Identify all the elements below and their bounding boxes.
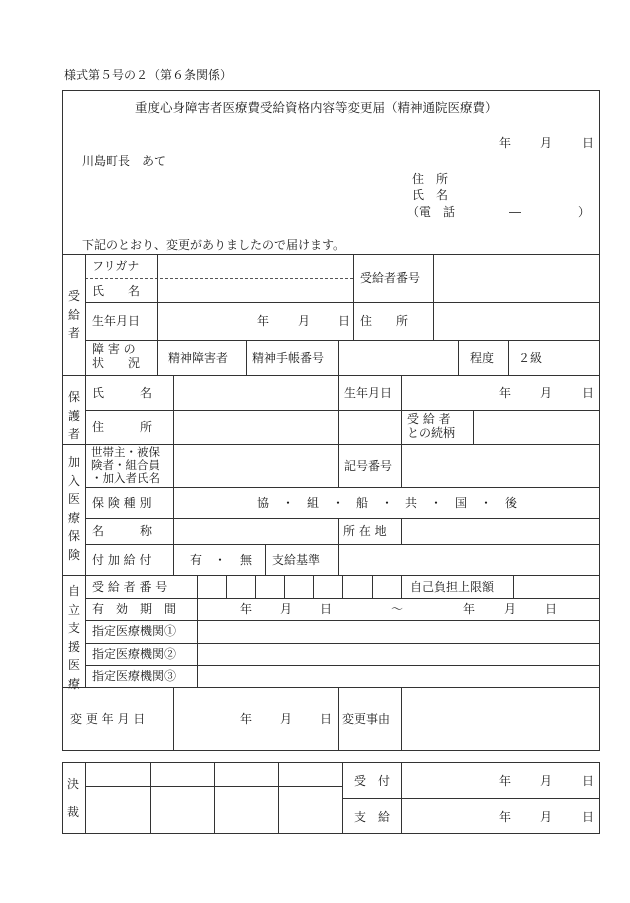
guardian-relation-field[interactable] <box>474 411 599 444</box>
guardian-birth-month: 月 <box>540 386 553 400</box>
guardian-relation-label: 受 給 者 との続柄 <box>407 412 456 440</box>
support-section-label: 自立支援医療 <box>67 584 80 691</box>
mental-disability-label: 精神障害者 <box>168 351 229 365</box>
guardian-address-label: 住 所 <box>92 420 153 434</box>
recipient-birth-year: 年 <box>257 314 270 328</box>
period-end-day: 日 <box>545 602 558 616</box>
institution-2-label: 指定医療機関② <box>92 647 177 661</box>
receipt-day: 日 <box>582 774 595 788</box>
insurance-type-sep: ・ <box>381 496 394 510</box>
payment-year: 年 <box>499 810 512 824</box>
period-end-year: 年 <box>463 602 476 616</box>
additional-benefit-label: 付 加 給 付 <box>92 553 152 567</box>
payment-month: 月 <box>540 810 553 824</box>
symbol-number-field[interactable] <box>402 445 599 487</box>
additional-benefit-yes[interactable]: 有 <box>190 553 203 567</box>
institution-3-field[interactable] <box>198 666 599 687</box>
insurance-holder-field[interactable] <box>174 445 338 487</box>
insurance-type-kumi[interactable]: 組 <box>307 496 320 510</box>
applicant-phone-label: （電 話 <box>407 205 456 219</box>
institution-1-field[interactable] <box>198 621 599 643</box>
insurance-type-kou[interactable]: 後 <box>505 496 518 510</box>
insurance-type-sep: ・ <box>430 496 443 510</box>
institution-3-label: 指定医療機関③ <box>92 669 177 683</box>
guardian-address-field[interactable] <box>174 411 401 444</box>
copay-limit-label: 自己負担上限額 <box>410 580 495 594</box>
recipient-name-label: 氏 名 <box>92 284 141 298</box>
insurance-type-sep: ・ <box>282 496 295 510</box>
approval-section-label: 決裁 <box>66 777 79 819</box>
insurance-type-label: 保 険 種 別 <box>92 496 152 510</box>
additional-benefit-sep: ・ <box>214 553 227 567</box>
insurance-type-koku[interactable]: 国 <box>455 496 468 510</box>
insurance-type-kyo[interactable]: 協 <box>257 496 270 510</box>
payment-label: 支 給 <box>354 810 391 824</box>
change-date-year: 年 <box>240 712 253 726</box>
period-end-month: 月 <box>504 602 517 616</box>
approval-stamp-4[interactable] <box>279 787 341 833</box>
insurance-section-label: 加入医療保険 <box>67 455 80 562</box>
period-start-month: 月 <box>280 602 293 616</box>
payment-day: 日 <box>582 810 595 824</box>
declaration-text: 下記のとおり、変更がありましたので届けます。 <box>82 238 346 252</box>
recipient-birth-day: 日 <box>338 314 351 328</box>
receipt-year: 年 <box>499 774 512 788</box>
recipient-furigana-field[interactable] <box>158 255 353 278</box>
change-date-month: 月 <box>280 712 293 726</box>
insurance-type-sep: ・ <box>332 496 345 510</box>
applicant-name-label: 氏 名 <box>412 188 449 202</box>
degree-label: 程度 <box>470 351 495 365</box>
approval-stamp-3[interactable] <box>215 787 277 833</box>
guardian-birth-day: 日 <box>582 386 595 400</box>
recipient-address-label: 住 所 <box>360 314 409 328</box>
guardian-birth-year: 年 <box>499 386 512 400</box>
guardian-section-label: 保護者 <box>67 390 80 442</box>
period-tilde: ～ <box>391 602 404 616</box>
guardian-name-field[interactable] <box>174 376 338 410</box>
payment-standard-field[interactable] <box>339 545 599 575</box>
furigana-label: フリガナ <box>92 259 140 273</box>
recipient-number-field[interactable] <box>434 255 599 302</box>
validity-period-label: 有 効 期 間 <box>92 602 177 616</box>
insurer-name-field[interactable] <box>174 519 338 544</box>
change-reason-label: 変更事由 <box>342 712 391 726</box>
approval-stamp-1[interactable] <box>86 787 149 833</box>
handbook-number-field[interactable] <box>339 341 457 375</box>
insurance-type-sep: ・ <box>480 496 493 510</box>
recipient-address-field[interactable] <box>434 303 599 340</box>
applicant-phone-dash: ― <box>509 205 521 219</box>
support-number-label: 受 給 者 番 号 <box>92 580 168 594</box>
handbook-number-label: 精神手帳番号 <box>252 351 325 365</box>
form-code: 様式第５号の２（第６条関係） <box>64 68 233 82</box>
insurer-location-label: 所 在 地 <box>343 524 387 538</box>
degree-value: ２級 <box>518 351 543 365</box>
institution-1-label: 指定医療機関① <box>92 624 177 638</box>
insurance-type-fune[interactable]: 船 <box>356 496 369 510</box>
guardian-birth-label: 生年月日 <box>344 386 393 400</box>
insurer-name-label: 名 称 <box>92 524 153 538</box>
recipient-birth-month: 月 <box>298 314 311 328</box>
insurance-type-kyou[interactable]: 共 <box>405 496 418 510</box>
insurance-holder-label: 世帯主・被保 険者・組合員 ・加入者氏名 <box>91 445 160 486</box>
recipient-number-label: 受給者番号 <box>360 271 421 285</box>
change-date-label: 変 更 年 月 日 <box>70 712 146 726</box>
change-reason-field[interactable] <box>402 688 599 750</box>
date-day: 日 <box>582 136 595 150</box>
receipt-label: 受 付 <box>354 774 391 788</box>
symbol-number-label: 記号番号 <box>344 459 393 473</box>
period-start-year: 年 <box>240 602 253 616</box>
date-year: 年 <box>499 136 512 150</box>
receipt-month: 月 <box>540 774 553 788</box>
additional-benefit-no[interactable]: 無 <box>240 553 253 567</box>
insurer-location-field[interactable] <box>402 519 599 544</box>
payment-standard-label: 支給基準 <box>272 553 321 567</box>
recipient-name-field[interactable] <box>158 279 353 302</box>
form-title: 重度心身障害者医療費受給資格内容等変更届（精神通院医療費） <box>135 100 498 115</box>
addressee: 川島町長 あて <box>82 154 167 168</box>
disability-status-label: 障 害 の 状 況 <box>92 342 141 370</box>
recipient-section-label: 受給者 <box>67 289 80 341</box>
approval-stamp-2[interactable] <box>151 787 213 833</box>
change-date-day: 日 <box>320 712 333 726</box>
guardian-name-label: 氏 名 <box>92 386 153 400</box>
date-month: 月 <box>540 136 553 150</box>
period-start-day: 日 <box>320 602 333 616</box>
recipient-birth-label: 生年月日 <box>92 314 141 328</box>
applicant-address-label: 住 所 <box>412 172 449 186</box>
applicant-phone-close: ） <box>578 205 591 219</box>
institution-2-field[interactable] <box>198 644 599 665</box>
copay-limit-field[interactable] <box>514 576 599 598</box>
